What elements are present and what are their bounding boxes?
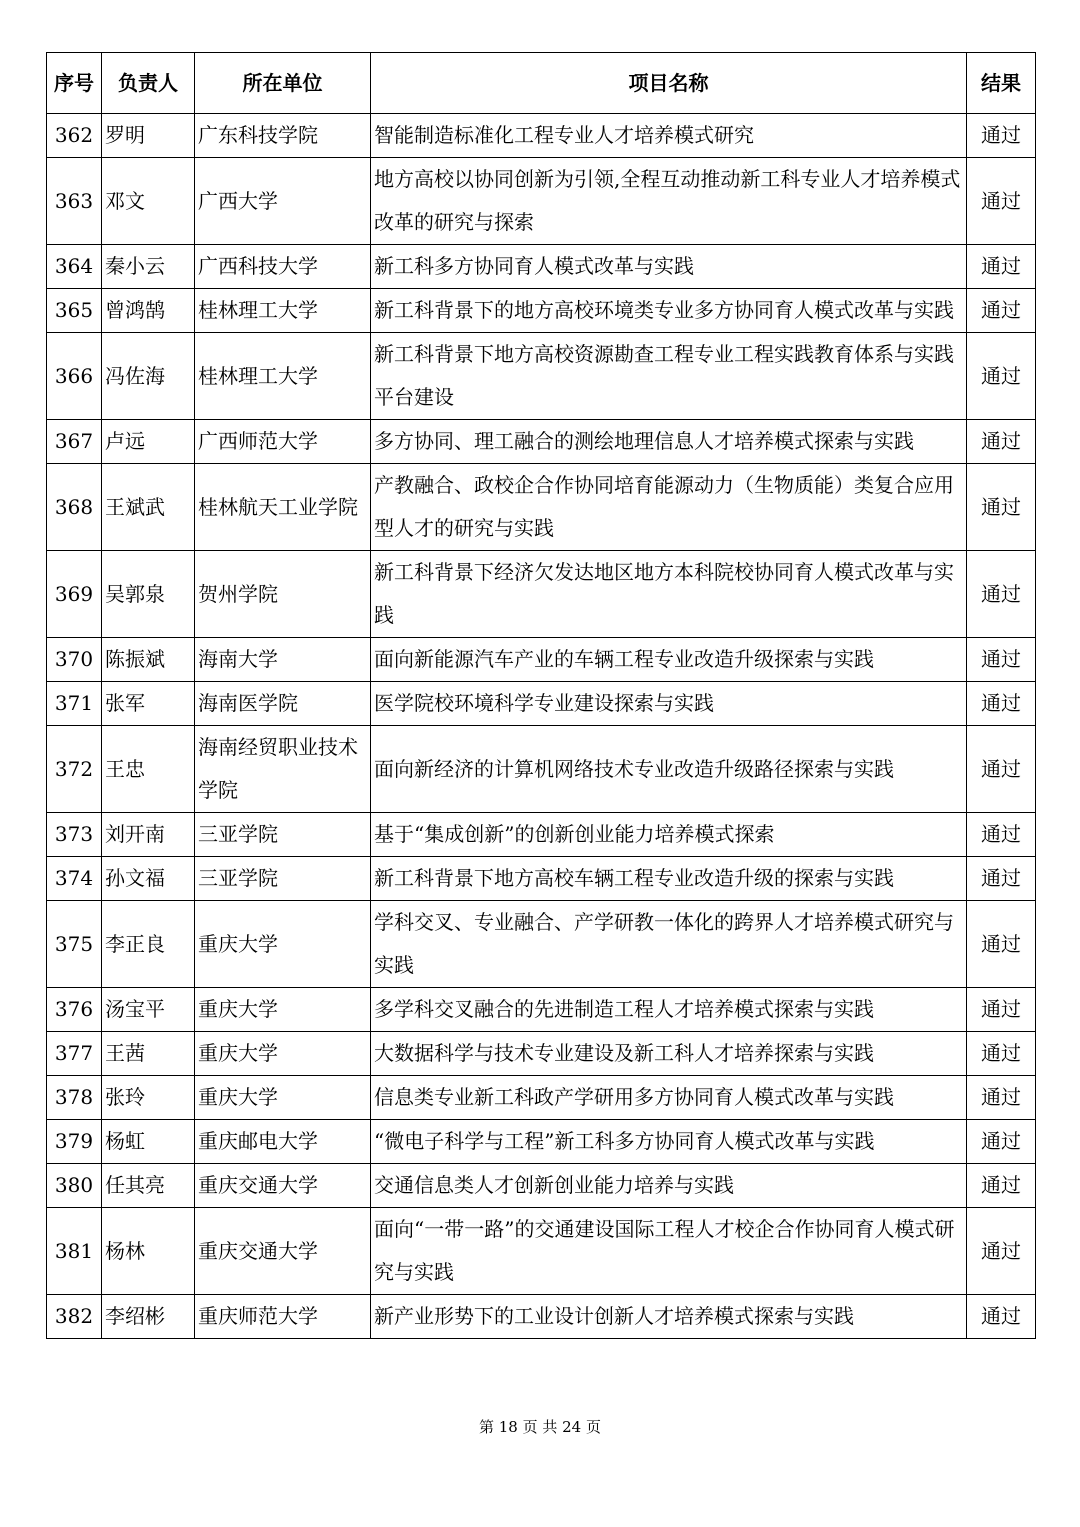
row-project-name: 智能制造标准化工程专业人才培养模式研究 (371, 114, 967, 158)
row-unit: 重庆大学 (195, 1032, 371, 1076)
header-unit: 所在单位 (195, 53, 371, 114)
table-header-row (47, 53, 1036, 114)
row-number: 371 (47, 682, 102, 726)
row-number: 365 (47, 289, 102, 333)
header-no: 序号 (47, 53, 102, 114)
header-leader: 负责人 (102, 53, 195, 114)
row-unit: 桂林理工大学 (195, 333, 371, 420)
row-leader: 王斌武 (102, 464, 195, 551)
row-project-name: 新工科背景下地方高校资源勘查工程专业工程实践教育体系与实践平台建设 (371, 333, 967, 420)
row-leader: 孙文福 (102, 857, 195, 901)
row-unit: 桂林理工大学 (195, 289, 371, 333)
row-project-name: 产教融合、政校企合作协同培育能源动力（生物质能）类复合应用型人才的研究与实践 (371, 464, 967, 551)
row-number: 382 (47, 1295, 102, 1339)
row-number: 379 (47, 1120, 102, 1164)
row-result: 通过 (967, 551, 1036, 638)
row-project-name: 面向新经济的计算机网络技术专业改造升级路径探索与实践 (371, 726, 967, 813)
row-leader: 罗明 (102, 114, 195, 158)
row-leader: 冯佐海 (102, 333, 195, 420)
row-unit: 桂林航天工业学院 (195, 464, 371, 551)
row-unit: 三亚学院 (195, 857, 371, 901)
table-row (47, 289, 1036, 333)
table-row (47, 245, 1036, 289)
row-leader: 汤宝平 (102, 988, 195, 1032)
table-row (47, 1032, 1036, 1076)
row-number: 369 (47, 551, 102, 638)
row-number: 368 (47, 464, 102, 551)
table-row (47, 551, 1036, 638)
table-row (47, 682, 1036, 726)
row-result: 通过 (967, 726, 1036, 813)
row-project-name: 大数据科学与技术专业建设及新工科人才培养探索与实践 (371, 1032, 967, 1076)
row-unit: 贺州学院 (195, 551, 371, 638)
header-result: 结果 (967, 53, 1036, 114)
row-unit: 海南经贸职业技术学院 (195, 726, 371, 813)
row-unit: 海南大学 (195, 638, 371, 682)
row-result: 通过 (967, 857, 1036, 901)
row-result: 通过 (967, 464, 1036, 551)
row-result: 通过 (967, 682, 1036, 726)
row-project-name: 新工科背景下的地方高校环境类专业多方协同育人模式改革与实践 (371, 289, 967, 333)
row-leader: 秦小云 (102, 245, 195, 289)
row-unit: 海南医学院 (195, 682, 371, 726)
row-number: 372 (47, 726, 102, 813)
row-number: 370 (47, 638, 102, 682)
row-project-name: 基于“集成创新”的创新创业能力培养模式探索 (371, 813, 967, 857)
row-project-name: “微电子科学与工程”新工科多方协同育人模式改革与实践 (371, 1120, 967, 1164)
row-leader: 张玲 (102, 1076, 195, 1120)
table-row (47, 464, 1036, 551)
row-leader: 邓文 (102, 158, 195, 245)
row-project-name: 面向“一带一路”的交通建设国际工程人才校企合作协同育人模式研究与实践 (371, 1208, 967, 1295)
row-project-name: 新产业形势下的工业设计创新人才培养模式探索与实践 (371, 1295, 967, 1339)
table-row (47, 1295, 1036, 1339)
row-unit: 重庆大学 (195, 988, 371, 1032)
row-project-name: 信息类专业新工科政产学研用多方协同育人模式改革与实践 (371, 1076, 967, 1120)
row-leader: 任其亮 (102, 1164, 195, 1208)
row-number: 375 (47, 901, 102, 988)
row-result: 通过 (967, 1295, 1036, 1339)
table-row (47, 158, 1036, 245)
row-unit: 广东科技学院 (195, 114, 371, 158)
row-number: 376 (47, 988, 102, 1032)
row-result: 通过 (967, 1164, 1036, 1208)
row-project-name: 面向新能源汽车产业的车辆工程专业改造升级探索与实践 (371, 638, 967, 682)
row-project-name: 学科交叉、专业融合、产学研教一体化的跨界人才培养模式研究与实践 (371, 901, 967, 988)
row-leader: 王忠 (102, 726, 195, 813)
row-result: 通过 (967, 289, 1036, 333)
row-result: 通过 (967, 1120, 1036, 1164)
row-result: 通过 (967, 158, 1036, 245)
row-project-name: 地方高校以协同创新为引领,全程互动推动新工科专业人才培养模式改革的研究与探索 (371, 158, 967, 245)
row-project-name: 多方协同、理工融合的测绘地理信息人才培养模式探索与实践 (371, 420, 967, 464)
row-unit: 重庆大学 (195, 1076, 371, 1120)
header-project: 项目名称 (371, 53, 967, 114)
page-number-footer: 第 18 页 共 24 页 (478, 1418, 601, 1436)
row-result: 通过 (967, 638, 1036, 682)
row-number: 366 (47, 333, 102, 420)
row-result: 通过 (967, 420, 1036, 464)
table-row (47, 1164, 1036, 1208)
table-row (47, 901, 1036, 988)
row-result: 通过 (967, 1032, 1036, 1076)
row-unit: 三亚学院 (195, 813, 371, 857)
row-unit: 广西科技大学 (195, 245, 371, 289)
row-number: 363 (47, 158, 102, 245)
projects-table (46, 52, 1036, 1339)
row-number: 380 (47, 1164, 102, 1208)
row-project-name: 多学科交叉融合的先进制造工程人才培养模式探索与实践 (371, 988, 967, 1032)
table-row (47, 333, 1036, 420)
table-row (47, 988, 1036, 1032)
row-project-name: 交通信息类人才创新创业能力培养与实践 (371, 1164, 967, 1208)
row-number: 364 (47, 245, 102, 289)
row-result: 通过 (967, 1208, 1036, 1295)
row-number: 367 (47, 420, 102, 464)
row-project-name: 新工科背景下地方高校车辆工程专业改造升级的探索与实践 (371, 857, 967, 901)
table-row (47, 638, 1036, 682)
row-number: 374 (47, 857, 102, 901)
row-result: 通过 (967, 813, 1036, 857)
table-row (47, 114, 1036, 158)
row-number: 377 (47, 1032, 102, 1076)
table-row (47, 813, 1036, 857)
row-number: 381 (47, 1208, 102, 1295)
table-row (47, 1120, 1036, 1164)
row-unit: 广西大学 (195, 158, 371, 245)
row-unit: 重庆师范大学 (195, 1295, 371, 1339)
row-leader: 李正良 (102, 901, 195, 988)
row-unit: 重庆大学 (195, 901, 371, 988)
row-unit: 广西师范大学 (195, 420, 371, 464)
row-result: 通过 (967, 901, 1036, 988)
row-result: 通过 (967, 114, 1036, 158)
table-row (47, 1076, 1036, 1120)
row-project-name: 医学院校环境科学专业建设探索与实践 (371, 682, 967, 726)
row-leader: 王茜 (102, 1032, 195, 1076)
table-row (47, 1208, 1036, 1295)
row-unit: 重庆交通大学 (195, 1164, 371, 1208)
row-leader: 吴郭泉 (102, 551, 195, 638)
row-result: 通过 (967, 245, 1036, 289)
row-leader: 刘开南 (102, 813, 195, 857)
row-result: 通过 (967, 1076, 1036, 1120)
table-row (47, 857, 1036, 901)
row-result: 通过 (967, 988, 1036, 1032)
row-leader: 张军 (102, 682, 195, 726)
table-row (47, 420, 1036, 464)
row-number: 362 (47, 114, 102, 158)
row-leader: 陈振斌 (102, 638, 195, 682)
row-result: 通过 (967, 333, 1036, 420)
row-leader: 曾鸿鹄 (102, 289, 195, 333)
row-leader: 卢远 (102, 420, 195, 464)
table-body (47, 114, 1036, 1339)
row-project-name: 新工科背景下经济欠发达地区地方本科院校协同育人模式改革与实践 (371, 551, 967, 638)
table-row (47, 726, 1036, 813)
row-leader: 杨虹 (102, 1120, 195, 1164)
row-number: 378 (47, 1076, 102, 1120)
row-leader: 杨林 (102, 1208, 195, 1295)
row-unit: 重庆邮电大学 (195, 1120, 371, 1164)
row-leader: 李绍彬 (102, 1295, 195, 1339)
row-number: 373 (47, 813, 102, 857)
row-project-name: 新工科多方协同育人模式改革与实践 (371, 245, 967, 289)
row-unit: 重庆交通大学 (195, 1208, 371, 1295)
